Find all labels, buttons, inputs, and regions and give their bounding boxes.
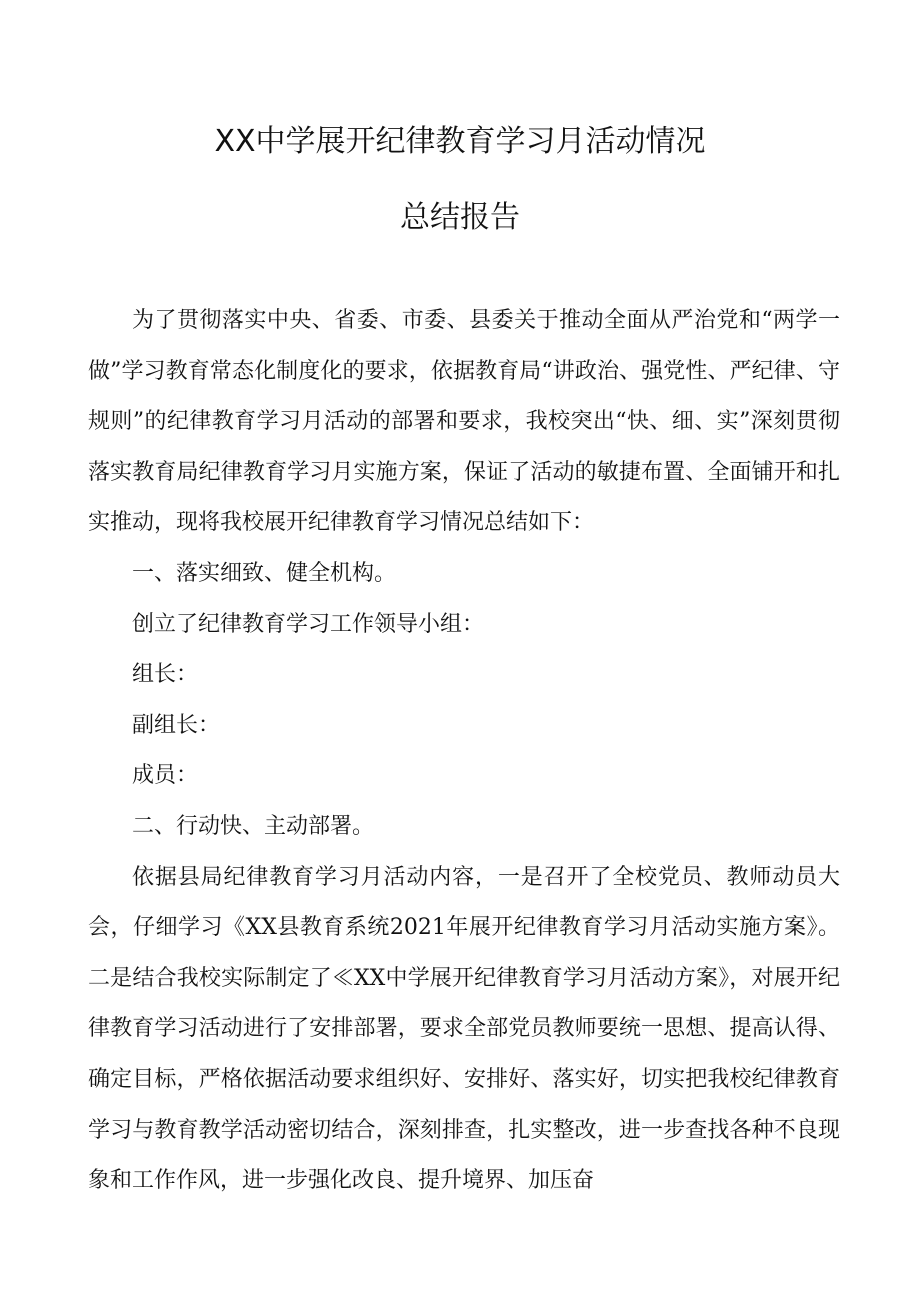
paragraph-intro: 为了贯彻落实中央、省委、市委、县委关于推动全面从严治党和“两学一做”学习教育常态化制度化的要求，依据教育局“讲政治、强党性、严纪律、守规则”的纪律教育学习月活动的部署和要求，我校突出“快、细、实”深刻贯彻落实教育局纪律教育学习月实施方案，保证了活动的敏捷布置、全面铺开和扎实推动，现将我校展开纪律教育学习情况总结如下： <box>88 308 840 536</box>
paragraph-deputy-leader: 副组长： <box>132 712 221 738</box>
section-heading-2: 二、行动快、主动部署。 <box>132 813 375 839</box>
paragraph-group-leader: 组长： <box>132 662 199 688</box>
document-body <box>88 296 840 1207</box>
paragraph-members: 成员： <box>132 763 199 789</box>
document-title-line-2: 总结报告 <box>400 200 520 235</box>
section-heading-1: 一、落实细致、健全机构。 <box>132 560 397 586</box>
paragraph-leadership-group: 创立了纪律教育学习工作领导小组： <box>132 611 485 637</box>
paragraph-deployment: 依据县局纪律教育学习月活动内容，一是召开了全校党员、教师动员大会，仔细学习《XX县教育系统2021年展开纪律教育学习月活动实施方案》。二是结合我校实际制定了≪XX中学展开纪律教育学习月活动方案》，对展开纪律教育学习活动进行了安排部署，要求全部党员教师要统一思想、提高认得、确定目标，严格依据活动要求组织好、安排好、落实好，切实把我校纪律教育学习与教育教学活动密切结合，深刻排查，扎实整改，进一步查找各种不良现象和工作作风，进一步强化改良、提升境界、加压奋 <box>88 864 840 1194</box>
document-title-line-1: XX中学展开纪律教育学习月活动情况 <box>214 124 706 159</box>
